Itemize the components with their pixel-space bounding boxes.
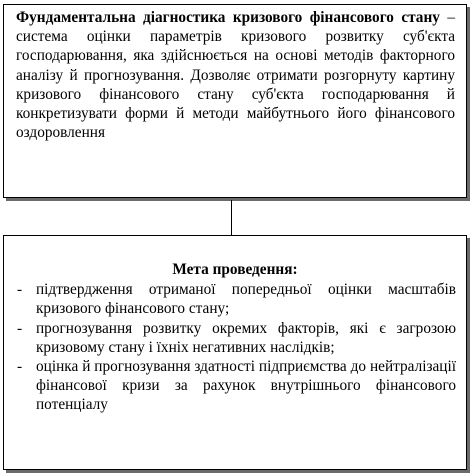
purpose-list [14,280,456,414]
list-item [14,357,456,415]
list-item-text: оцінка й прогнозування здатності підприємства до нейтралізації фінансової кризи за рахунок внутрішнього фінансового потенціалу [36,358,456,414]
list-item [14,319,456,357]
list-item-text: прогнозування розвитку окремих факторів, які є загрозою кризовому стану і їхніх негативних наслідків; [36,319,456,356]
purpose-title: Мета проведення: [172,261,298,278]
connector-line [231,200,232,235]
definition-paragraph [16,8,455,142]
definition-text: – система оцінки параметрів кризового розвитку суб'єкта господарювання, яка здійснюється на основі методів факторного аналізу й прогнозування. Дозволяє отримати розгорнуту картину кризового фінансового стану суб'єкта господарювання й конкретизувати форми й методи майбутнього його фінансового оздоровлення [16,9,455,142]
purpose-box [3,235,467,470]
definition-term: Фундаментальна діагностика кризового фінансового стану [16,9,440,26]
definition-box [3,4,467,198]
list-marker: - [17,281,23,299]
list-item [14,280,456,318]
list-item-text: підтвердження отриманої попередньої оцінки масштабів кризового фінансового стану; [36,281,456,318]
list-marker: - [17,319,23,337]
list-marker: - [17,358,23,376]
